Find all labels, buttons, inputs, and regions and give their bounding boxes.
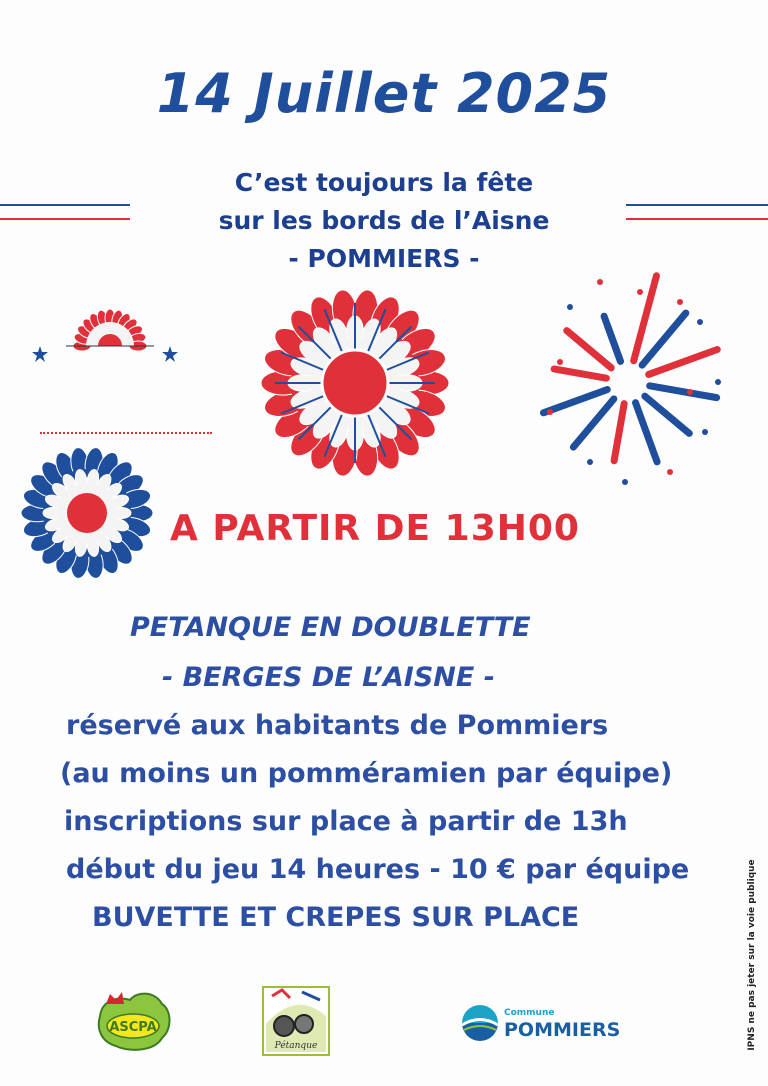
info-line-3: inscriptions sur place à partir de 13h xyxy=(64,806,628,837)
info-line-4: début du jeu 14 heures - 10 € par équipe xyxy=(66,854,690,885)
event-location: - BERGES DE L’AISNE - xyxy=(162,662,495,693)
star-icon xyxy=(162,346,178,362)
petanque-club-logo xyxy=(262,986,330,1056)
commune-pommiers-logo xyxy=(458,1000,621,1046)
legal-notice xyxy=(744,859,760,1051)
info-line-2: (au moins un pomméramien par équipe) xyxy=(60,758,673,789)
info-line-5: BUVETTE ET CREPES SUR PLACE xyxy=(92,902,580,933)
ascpa-logo-text: ASCPA xyxy=(109,1020,157,1035)
fan-icon xyxy=(30,310,190,370)
star-icon xyxy=(32,346,48,362)
subtitle-line-2: sur les bords de l’Aisne xyxy=(218,206,550,235)
commune-small-text: Commune xyxy=(504,1008,555,1018)
subtitle-line-1: C’est toujours la fête xyxy=(234,168,534,197)
commune-name-text: POMMIERS xyxy=(504,1019,621,1041)
event-title: PETANQUE EN DOUBLETTE xyxy=(130,612,531,643)
legal-notice-text: IPNS ne pas jeter sur la voie publique xyxy=(747,859,757,1051)
dotted-line xyxy=(40,432,212,434)
petanque-logo-text: Pétanque xyxy=(274,1041,318,1051)
poster-title: 14 Juillet 2025 xyxy=(156,62,612,125)
right-stripes xyxy=(626,204,768,220)
left-stripes xyxy=(0,204,130,220)
fireworks-icon xyxy=(530,262,730,497)
info-line-1: réservé aux habitants de Pommiers xyxy=(66,710,609,741)
start-time: A PARTIR DE 13H00 xyxy=(170,508,580,549)
subtitle-line-3: - POMMIERS - xyxy=(288,244,480,273)
rosette-icon xyxy=(22,448,152,578)
ascpa-logo xyxy=(92,986,174,1056)
rosette-icon xyxy=(262,290,448,476)
